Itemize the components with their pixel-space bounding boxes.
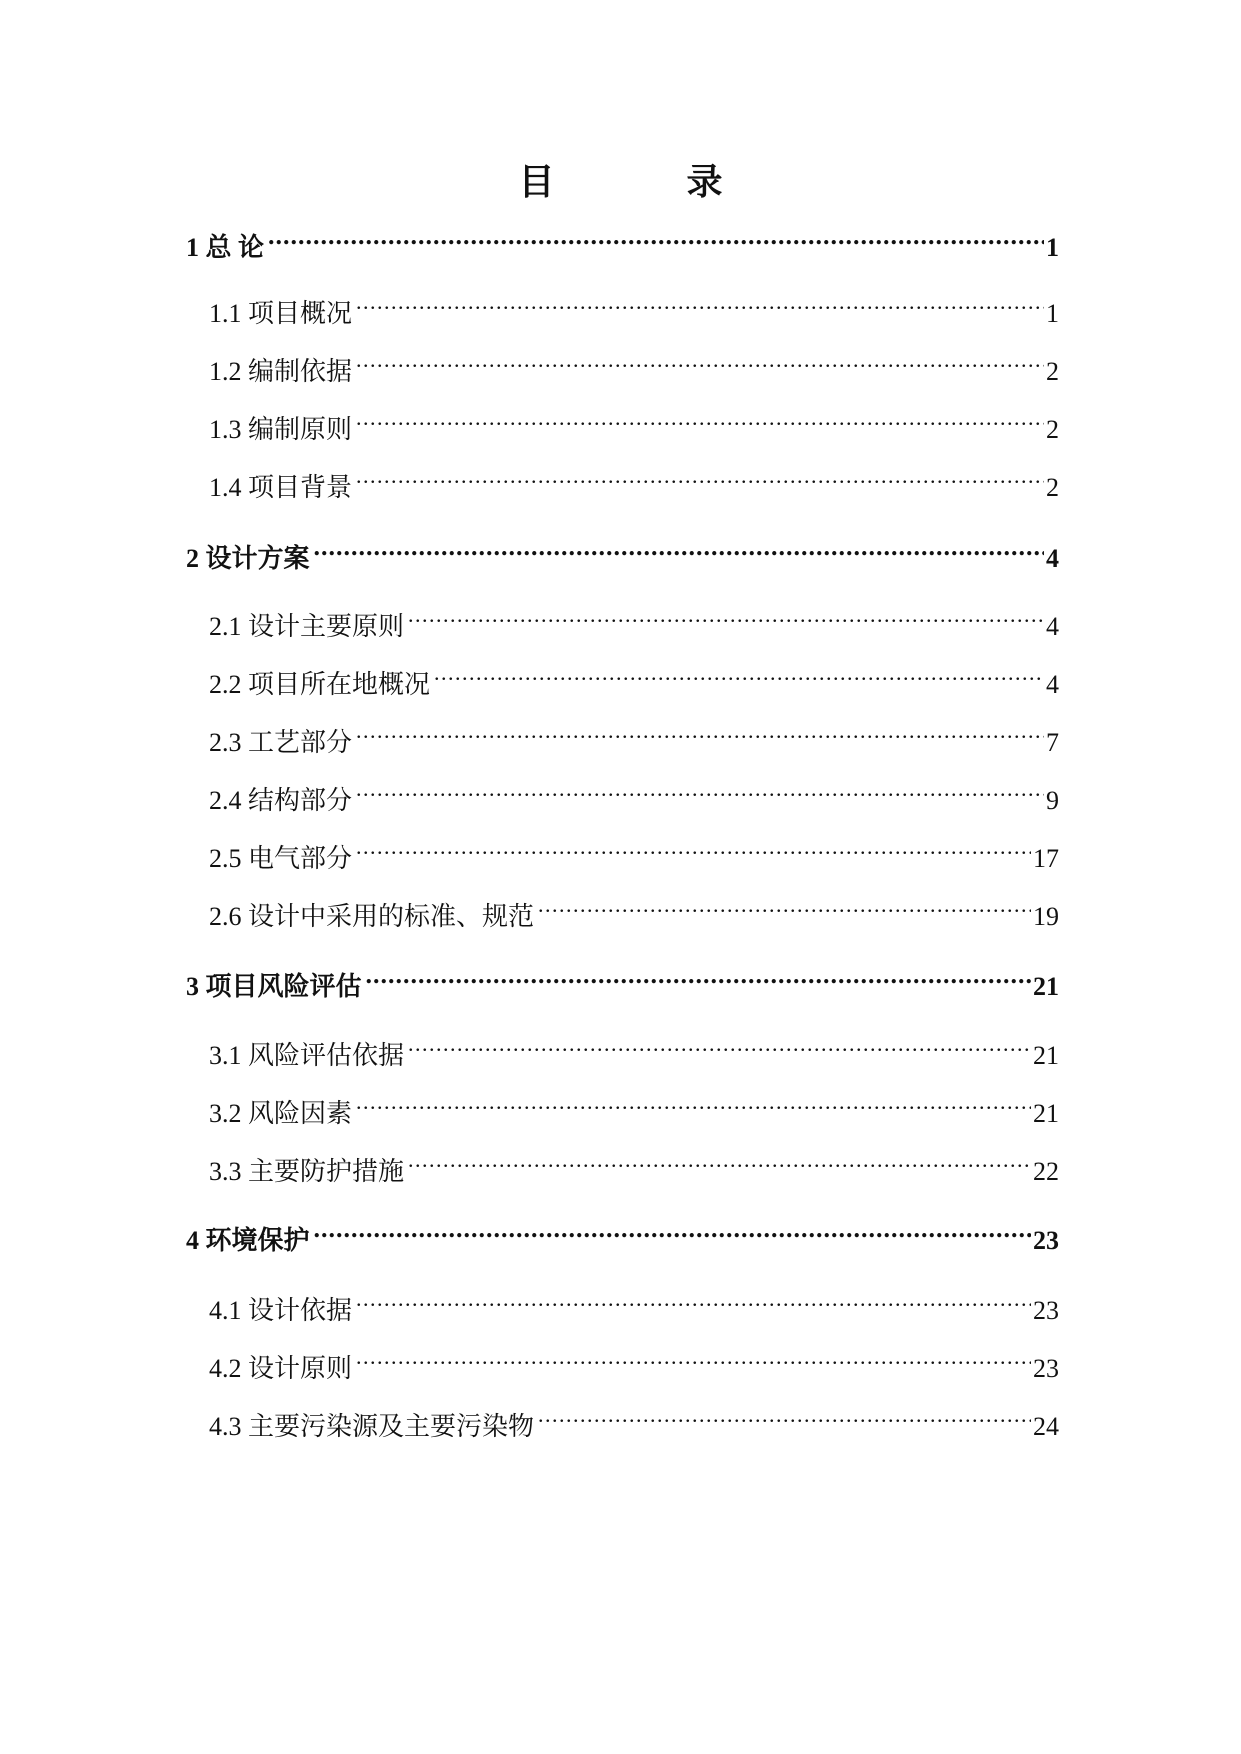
toc-entry-page: 1 (1046, 299, 1059, 328)
toc-leader-dots (408, 595, 1044, 635)
toc-entry-page: 21 (1033, 972, 1059, 1001)
toc-entry-label: 1.1 项目概况 (209, 299, 353, 328)
toc-entry-label: 1.2 编制依据 (209, 357, 353, 386)
toc-entry-1[interactable] (186, 216, 1059, 262)
toc-entry-4[interactable] (186, 1209, 1059, 1255)
toc-entry-page: 19 (1033, 902, 1059, 931)
toc-leader-dots (356, 1279, 1031, 1319)
toc-entry-2-6[interactable] (209, 885, 1059, 931)
toc-leader-dots (314, 1209, 1031, 1249)
toc-entry-label: 4.2 设计原则 (209, 1354, 353, 1383)
toc-entry-label: 2.2 项目所在地概况 (209, 670, 431, 699)
toc-leader-dots (408, 1140, 1031, 1180)
toc-entry-1-4[interactable] (209, 456, 1059, 502)
toc-entry-label: 2.3 工艺部分 (209, 728, 353, 757)
toc-entry-page: 4 (1046, 544, 1059, 573)
toc-entry-page: 21 (1033, 1099, 1059, 1128)
toc-entry-label: 1 总 论 (186, 233, 265, 262)
toc-entry-label: 2.1 设计主要原则 (209, 612, 405, 641)
toc-entry-3-3[interactable] (209, 1140, 1059, 1186)
toc-entry-4-2[interactable] (209, 1337, 1059, 1383)
toc-entry-page: 1 (1046, 233, 1059, 262)
toc-leader-dots (356, 456, 1044, 496)
toc-entry-1-1[interactable] (209, 282, 1059, 328)
toc-entry-label: 3 项目风险评估 (186, 972, 362, 1001)
toc-entry-label: 2.4 结构部分 (209, 786, 353, 815)
toc-entry-4-3[interactable] (209, 1395, 1059, 1441)
toc-entry-page: 9 (1046, 786, 1059, 815)
toc-entry-page: 22 (1033, 1157, 1059, 1186)
toc-leader-dots (538, 885, 1031, 925)
toc-entry-label: 1.4 项目背景 (209, 473, 353, 502)
toc-leader-dots (538, 1395, 1031, 1435)
toc-entry-2-4[interactable] (209, 769, 1059, 815)
toc-entry-2[interactable] (186, 527, 1059, 573)
toc-leader-dots (356, 827, 1031, 867)
toc-entry-page: 7 (1046, 728, 1059, 757)
toc-entry-page: 23 (1033, 1354, 1059, 1383)
toc-leader-dots (314, 527, 1044, 567)
toc-entry-page: 2 (1046, 415, 1059, 444)
toc-entry-2-3[interactable] (209, 711, 1059, 757)
toc-entry-label: 4.3 主要污染源及主要污染物 (209, 1412, 535, 1441)
toc-entry-page: 23 (1033, 1296, 1059, 1325)
toc-leader-dots (356, 282, 1044, 322)
toc-entry-label: 3.1 风险评估依据 (209, 1041, 405, 1070)
toc-entry-label: 4 环境保护 (186, 1226, 310, 1255)
toc-entry-page: 2 (1046, 357, 1059, 386)
toc-entry-label: 2.6 设计中采用的标准、规范 (209, 902, 535, 931)
toc-leader-dots (356, 1082, 1031, 1122)
toc-entry-page: 4 (1046, 670, 1059, 699)
toc-entry-page: 4 (1046, 612, 1059, 641)
toc-entry-page: 23 (1033, 1226, 1059, 1255)
toc-entry-3-1[interactable] (209, 1024, 1059, 1070)
toc-entry-2-5[interactable] (209, 827, 1059, 873)
toc-entry-3[interactable] (186, 955, 1059, 1001)
toc-entry-label: 1.3 编制原则 (209, 415, 353, 444)
toc-leader-dots (356, 711, 1044, 751)
toc-entry-page: 2 (1046, 473, 1059, 502)
toc-leader-dots (356, 340, 1044, 380)
toc-entry-label: 4.1 设计依据 (209, 1296, 353, 1325)
toc-entry-page: 21 (1033, 1041, 1059, 1070)
toc-entry-label: 2 设计方案 (186, 544, 310, 573)
toc-entry-label: 3.2 风险因素 (209, 1099, 353, 1128)
toc-entry-2-2[interactable] (209, 653, 1059, 699)
toc-leader-dots (366, 955, 1031, 995)
toc-entry-3-2[interactable] (209, 1082, 1059, 1128)
toc-title: 目 录 (518, 162, 771, 202)
toc-leader-dots (356, 1337, 1031, 1377)
toc-leader-dots (408, 1024, 1031, 1064)
toc-leader-dots (434, 653, 1044, 693)
toc-leader-dots (268, 216, 1044, 256)
toc-entry-label: 3.3 主要防护措施 (209, 1157, 405, 1186)
toc-entry-1-2[interactable] (209, 340, 1059, 386)
toc-entry-page: 24 (1033, 1412, 1059, 1441)
toc-entry-1-3[interactable] (209, 398, 1059, 444)
toc-entry-4-1[interactable] (209, 1279, 1059, 1325)
toc-leader-dots (356, 769, 1044, 809)
toc-entry-label: 2.5 电气部分 (209, 844, 353, 873)
toc-entry-page: 17 (1033, 844, 1059, 873)
toc-leader-dots (356, 398, 1044, 438)
toc-entry-2-1[interactable] (209, 595, 1059, 641)
